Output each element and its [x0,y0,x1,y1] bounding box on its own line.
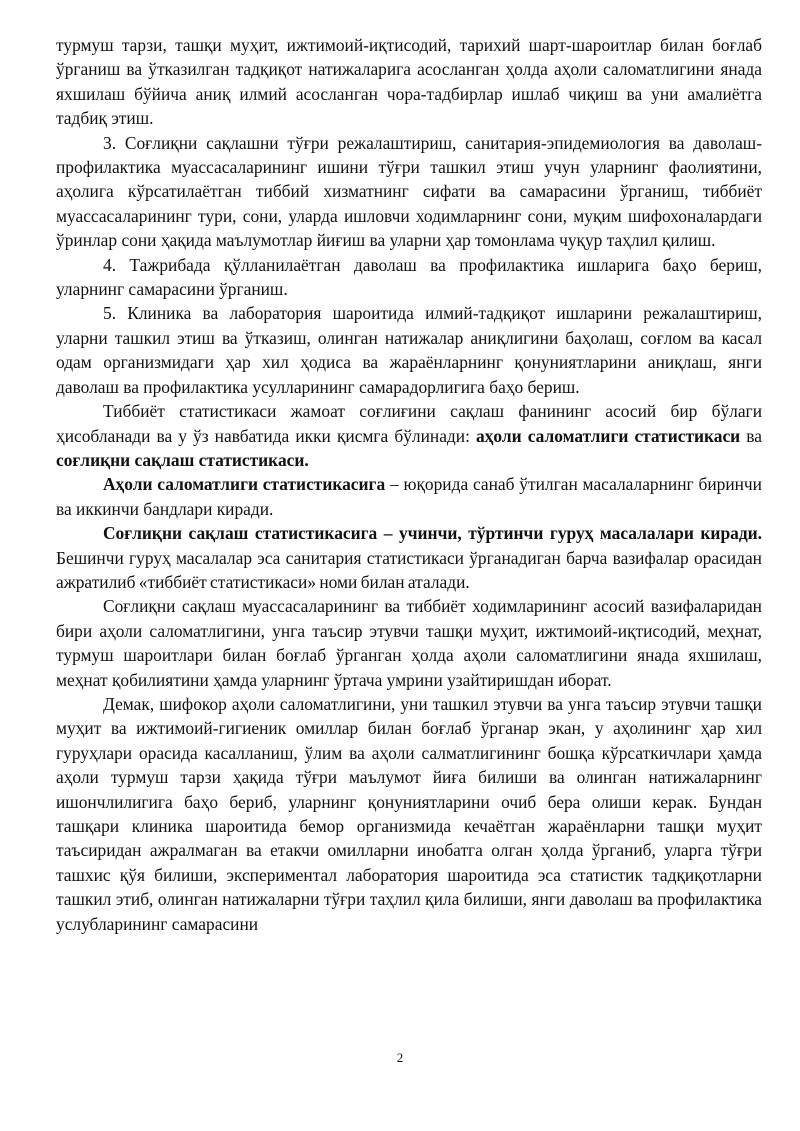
page-number: 2 [396,1050,404,1065]
paragraph-healthcare-statistics: Соғлиқни сақлаш статистикасига – учинчи, тўртинчи гуруҳ масалалари киради. Бешинчи гуруҳ масалалар эса санитария статистикаси ўрганадиган барча вазифалар орасидан ажратилиб «тиббиёт статистикаси» номи билан аталади. [56,523,762,592]
paragraph-main-tasks: Соғлиқни сақлаш муассасаларининг ва тиббиёт ходимларининг асосий вазифаларидан бири аҳоли саломатлигини, унга таъсир этувчи ташқи муҳит, ижтимоий-иқтисодий, меҳнат, турмуш шароитлари билан боғлаб ўрганган ҳолда аҳоли саломатлигини янада яхшилаш, меҳнат қобилиятини ҳамда уларнинг ўртача умрини узайтиришдан иборат. [56,596,762,690]
document-page [56,33,762,936]
term-population-health-statistics: аҳоли саломатлиги статистикаси [475,425,741,446]
paragraph-item-4: 4. Тажрибада қўлланилаётган даволаш ва профилактика ишларига баҳо бериш, уларнинг самарасини ўрганиш. [56,254,762,300]
term-heading-healthcare: Соғлиқни сақлаш статистикасига – учинчи, тўртинчи гуруҳ масалалари киради. [103,523,762,544]
term-healthcare-statistics: соғлиқни сақлаш статистикаси. [56,449,309,470]
paragraph-medical-statistics-definition: Тиббиёт статистикаси жамоат соғлиғини сақлаш фанининг асосий бир бўлаги ҳисобланади ва у ўз навбатида икки қисмга бўлинади: аҳоли саломатлиги статистикаси ва соғлиқни сақлаш статистикаси. [56,401,762,470]
paragraph-item-3: 3. Соғлиқни сақлашни тўғри режалаштириш, санитария-эпидемиология ва даволаш-профилактика муассасаларининг ишини тўғри ташкил этиш учун уларнинг фаолиятини, аҳолига кўрсатилаётган тиббий хизматнинг сифати ва самарасини ўрганиш, тиббиёт муассасаларининг тури, сони, уларда ишловчи ходимларнинг сони, муқим шифохоналардаги ўринлар сони ҳақида маълумотлар йиғиш ва уларни ҳар томонлама чуқур таҳлил қилиш. [56,132,762,251]
paragraph-item-5: 5. Клиника ва лаборатория шароитида илмий-тадқиқот ишларини режалаштириш, уларни ташкил этиш ва ўтказиш, олинган натижалар аниқлигини баҳолаш, соғлом ва касал одам организмидаги ҳар хил ҳодиса ва жараёнларнинг қонуниятларини аниқлаш, янги даволаш ва профилактика усулларининг самарадорлигига баҳо бериш. [56,303,762,397]
term-heading-population-health: Аҳоли саломатлиги статистикасига [103,474,386,495]
paragraph-physician-role: Демак, шифокор аҳоли саломатлигини, уни ташкил этувчи ва унга таъсир этувчи ташқи муҳит ва ижтимоий-гигиеник омиллар билан боғлаб ўрганар экан, у аҳолининг ҳар хил гуруҳлари орасида касалланиш, ўлим ва аҳоли салматлигининг бошқа кўрсаткичлари ҳамда аҳоли турмуш тарзи ҳақида тўғри маълумот йиға билиши ва олинган натижаларнинг ишончлилигига баҳо бериб, уларнинг қонуниятларини очиб бера олиши керак. Бундан ташқари клиника шароитида бемор организмида кечаётган жараёнларни ташқи муҳит таъсиридан ажралмаган ва етакчи омилларни инобатга олган ҳолда ўрганиб, уларга тўғри ташхис қўя билиши, экспериментал лаборатория шароитида эса статистик тадқиқотларни ташкил этиб, олинган натижаларни тўғри таҳлил қила билиши, янги даволаш ва профилактика услубларининг самарасини [56,693,762,934]
paragraph-population-health-statistics: Аҳоли саломатлиги статистикасига – юқорида санаб ўтилган масалаларнинг биринчи ва иккинчи бандлари киради. [56,474,762,519]
paragraph-intro-continuation: турмуш тарзи, ташқи муҳит, ижтимоий-иқтисодий, тарихий шарт-шароитлар билан боғлаб ўрганиш ва ўтказилган тадқиқот натижаларига асосланган ҳолда аҳоли саломатлигини янада яхшилаш бўйича аниқ илмий асосланган чора-тадбирлар ишлаб чиқиш ва уни амалиётга тадбиқ этиш. [56,35,762,129]
